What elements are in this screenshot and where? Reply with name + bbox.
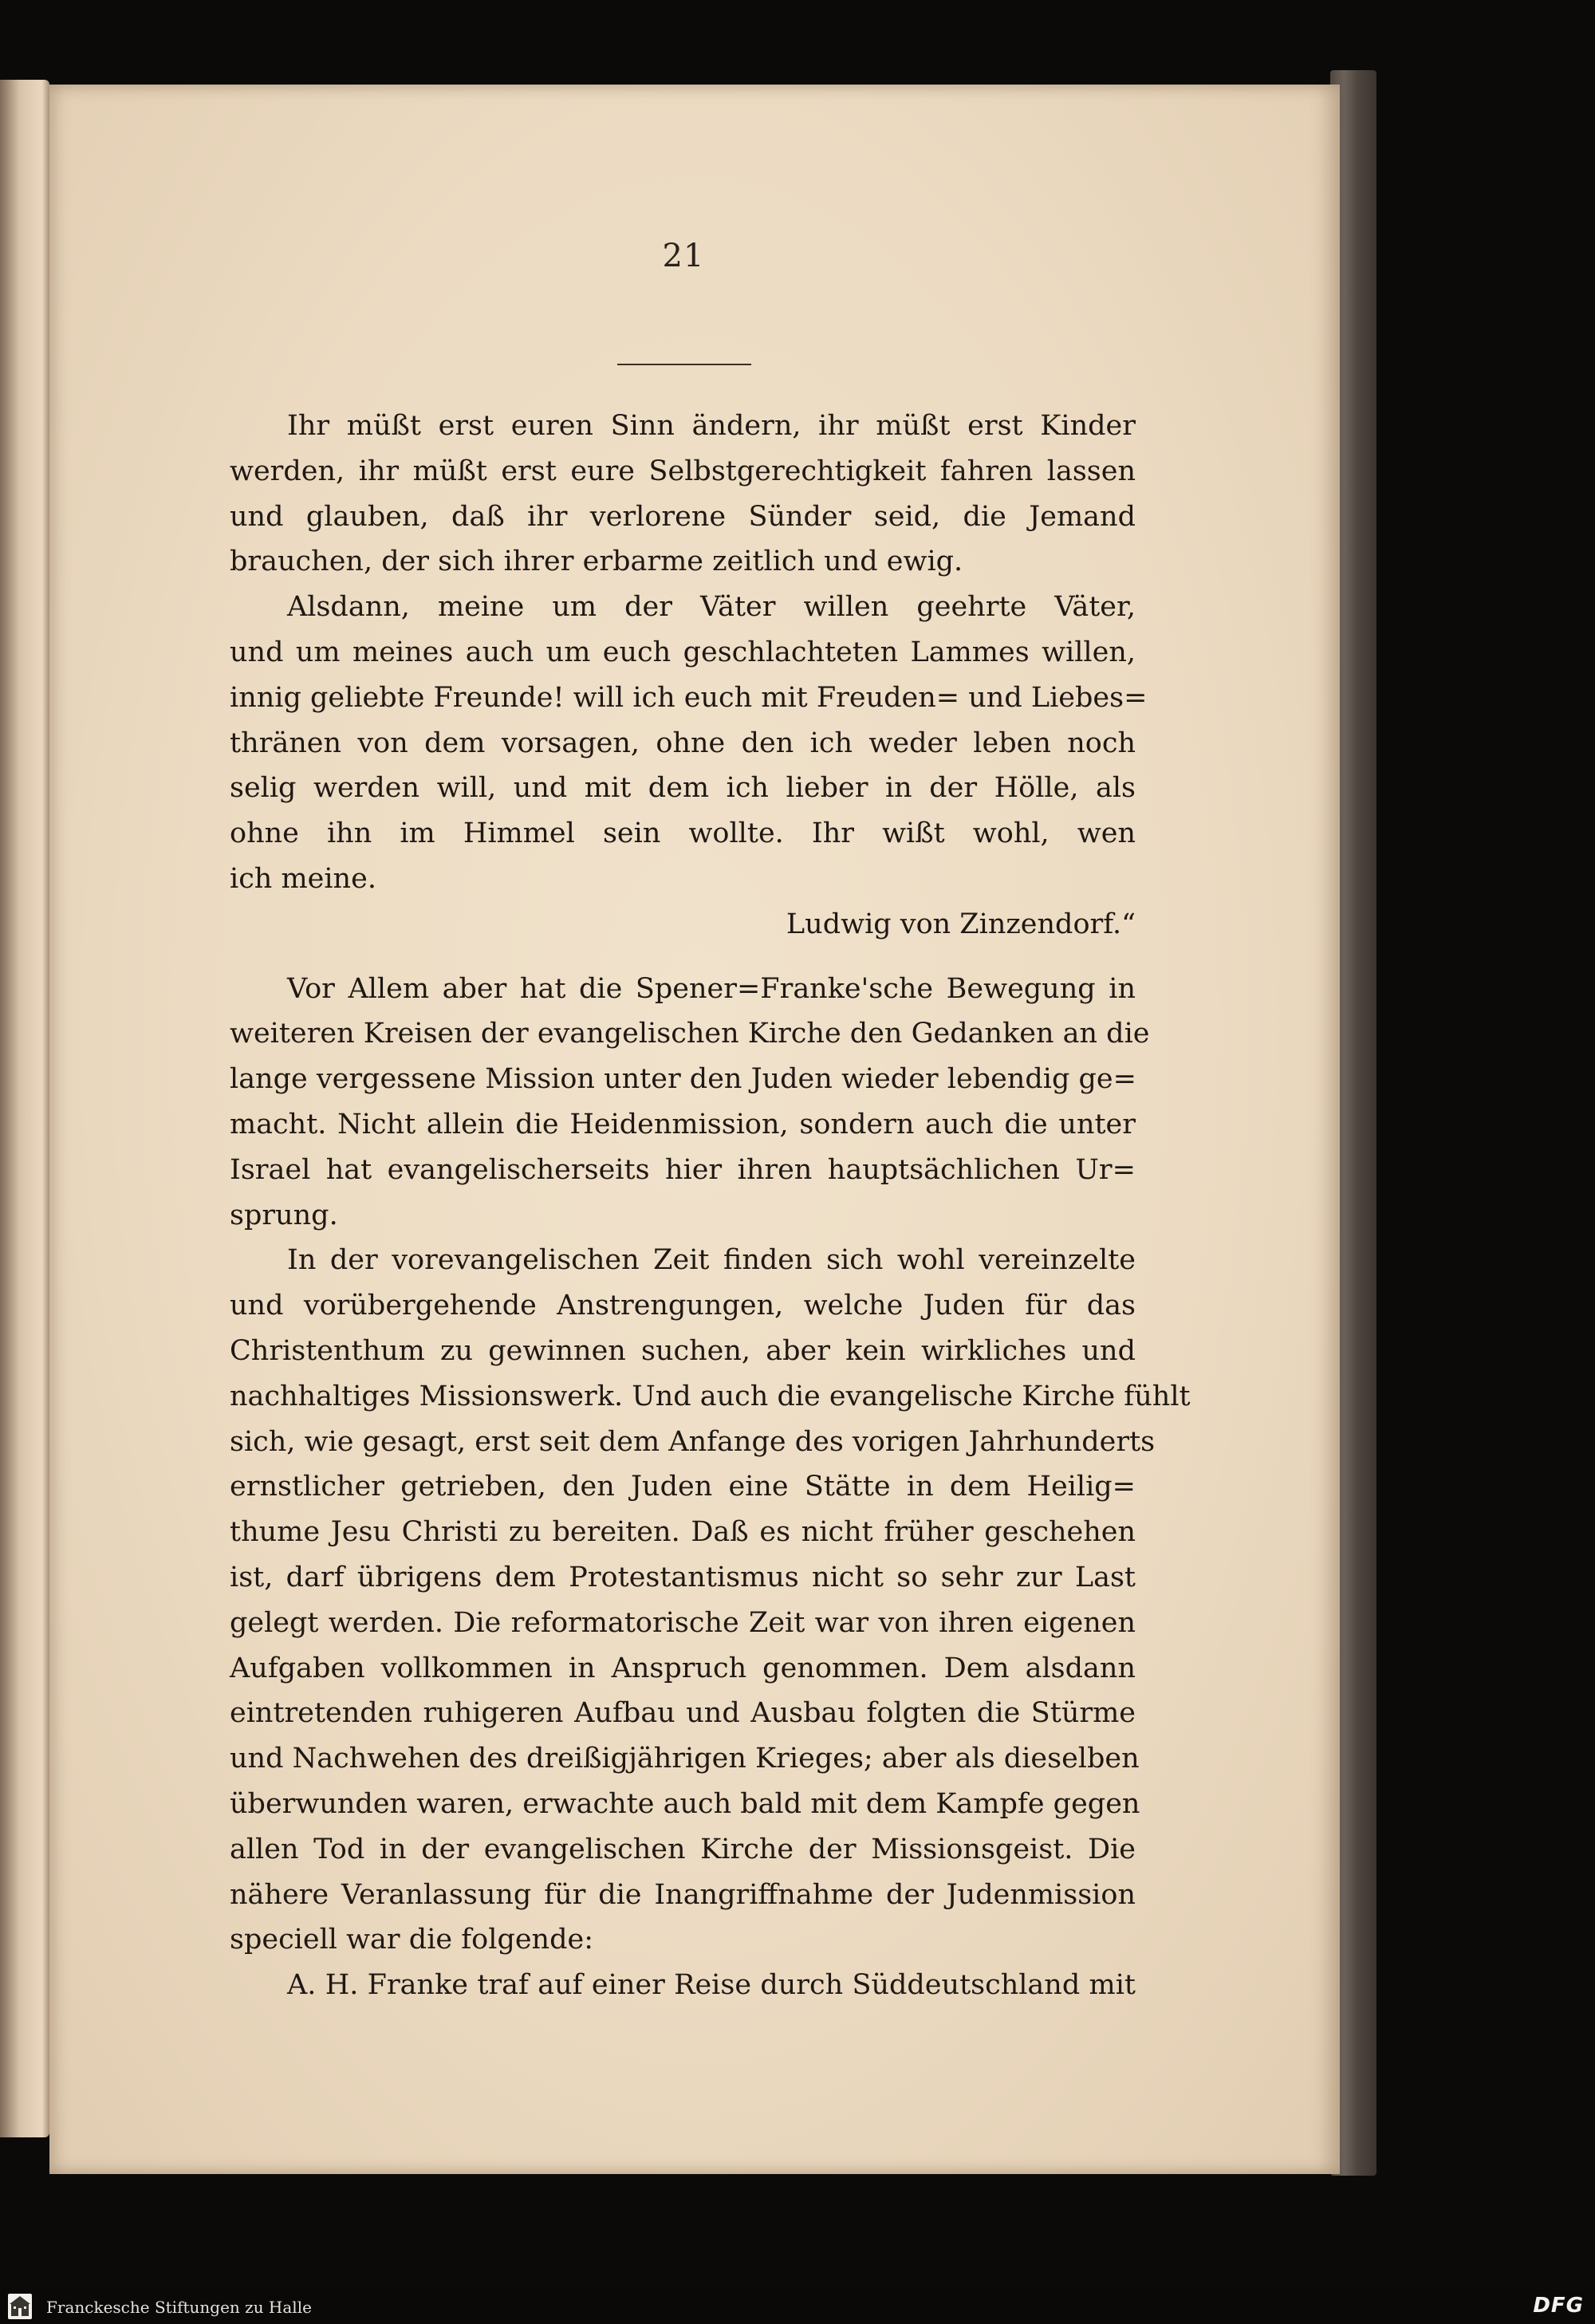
- text-line: selig werden will, und mit dem ich lieber in der Hölle, als: [230, 772, 1136, 805]
- text-line: thränen von dem vorsagen, ohne den ich weder leben noch: [230, 727, 1136, 759]
- text-line: brauchen, der sich ihrer erbarme zeitlich und ewig.: [230, 546, 963, 578]
- text-line: sprung.: [230, 1199, 338, 1231]
- text-line: macht. Nicht allein die Heidenmission, sondern auch die unter: [230, 1108, 1136, 1140]
- text-line: innig geliebte Freunde! will ich euch mit Freuden= und Liebes=: [230, 681, 1148, 714]
- orphanage-building-icon: [8, 2294, 32, 2319]
- left-page-edge: [0, 80, 49, 2137]
- text-line: Alsdann, meine um der Väter willen geehrte Väter,: [287, 591, 1136, 624]
- text-line: und vorübergehende Anstrengungen, welche Juden für das: [230, 1290, 1136, 1322]
- text-line: nähere Veranlassung für die Inangriffnahme der Judenmission: [230, 1878, 1136, 1911]
- scanned-page: [49, 85, 1340, 2174]
- text-line: und Nachwehen des dreißigjährigen Krieges; aber als dieselben: [230, 1743, 1140, 1775]
- text-line: speciell war die folgende:: [230, 1924, 594, 1956]
- text-line: und um meines auch um euch geschlachteten Lammes willen,: [230, 636, 1136, 668]
- body-text: [230, 404, 1191, 2008]
- text-line: ohne ihn im Himmel sein wollte. Ihr wißt wohl, wen: [230, 817, 1136, 850]
- text-line: Ludwig von Zinzendorf.“: [786, 908, 1136, 940]
- text-line: werden, ihr müßt erst eure Selbstgerechtigkeit fahren lassen: [230, 455, 1136, 487]
- text-line: nachhaltiges Missionswerk. Und auch die evangelische Kirche fühlt: [230, 1380, 1191, 1412]
- text-line: überwunden waren, erwachte auch bald mit dem Kampfe gegen: [230, 1787, 1140, 1820]
- text-line: ich meine.: [230, 862, 376, 895]
- dfg-badge: DFG: [1533, 2294, 1584, 2318]
- page-number-rule: [617, 364, 751, 365]
- text-line: lange vergessene Mission unter den Juden wieder lebendig ge=: [230, 1063, 1136, 1096]
- page-number: 21: [662, 238, 705, 274]
- text-line: Ihr müßt erst euren Sinn ändern, ihr müßt erst Kinder: [287, 410, 1136, 442]
- text-line: thume Jesu Christi zu bereiten. Daß es nicht früher geschehen: [230, 1516, 1136, 1549]
- text-line: Israel hat evangelischerseits hier ihren hauptsächlichen Ur=: [230, 1153, 1136, 1186]
- text-line: Vor Allem aber hat die Spener=Franke'sche Bewegung in: [287, 972, 1136, 1005]
- text-line: gelegt werden. Die reformatorische Zeit war von ihren eigenen: [230, 1606, 1136, 1639]
- text-line: In der vorevangelischen Zeit finden sich wohl vereinzelte: [287, 1244, 1136, 1277]
- text-line: eintretenden ruhigeren Aufbau und Ausbau folgten die Stürme: [230, 1697, 1136, 1730]
- text-line: ist, darf übrigens dem Protestantismus nicht so sehr zur Last: [230, 1561, 1136, 1593]
- text-line: Christenthum zu gewinnen suchen, aber kein wirkliches und: [230, 1334, 1136, 1367]
- text-line: Aufgaben vollkommen in Anspruch genommen. Dem alsdann: [230, 1652, 1136, 1684]
- viewer-footer: [0, 2289, 1595, 2324]
- text-line: ernstlicher getrieben, den Juden eine Stätte in dem Heilig=: [230, 1471, 1136, 1503]
- text-line: weiteren Kreisen der evangelischen Kirche den Gedanken an die: [230, 1018, 1150, 1050]
- text-line: sich, wie gesagt, erst seit dem Anfange des vorigen Jahrhunderts: [230, 1425, 1156, 1458]
- institution-label: Franckesche Stiftungen zu Halle: [46, 2298, 312, 2317]
- text-line: A. H. Franke traf auf einer Reise durch Süddeutschland mit: [287, 1969, 1136, 2002]
- text-line: allen Tod in der evangelischen Kirche der Missionsgeist. Die: [230, 1833, 1136, 1865]
- text-line: und glauben, daß ihr verlorene Sünder seid, die Jemand: [230, 500, 1136, 533]
